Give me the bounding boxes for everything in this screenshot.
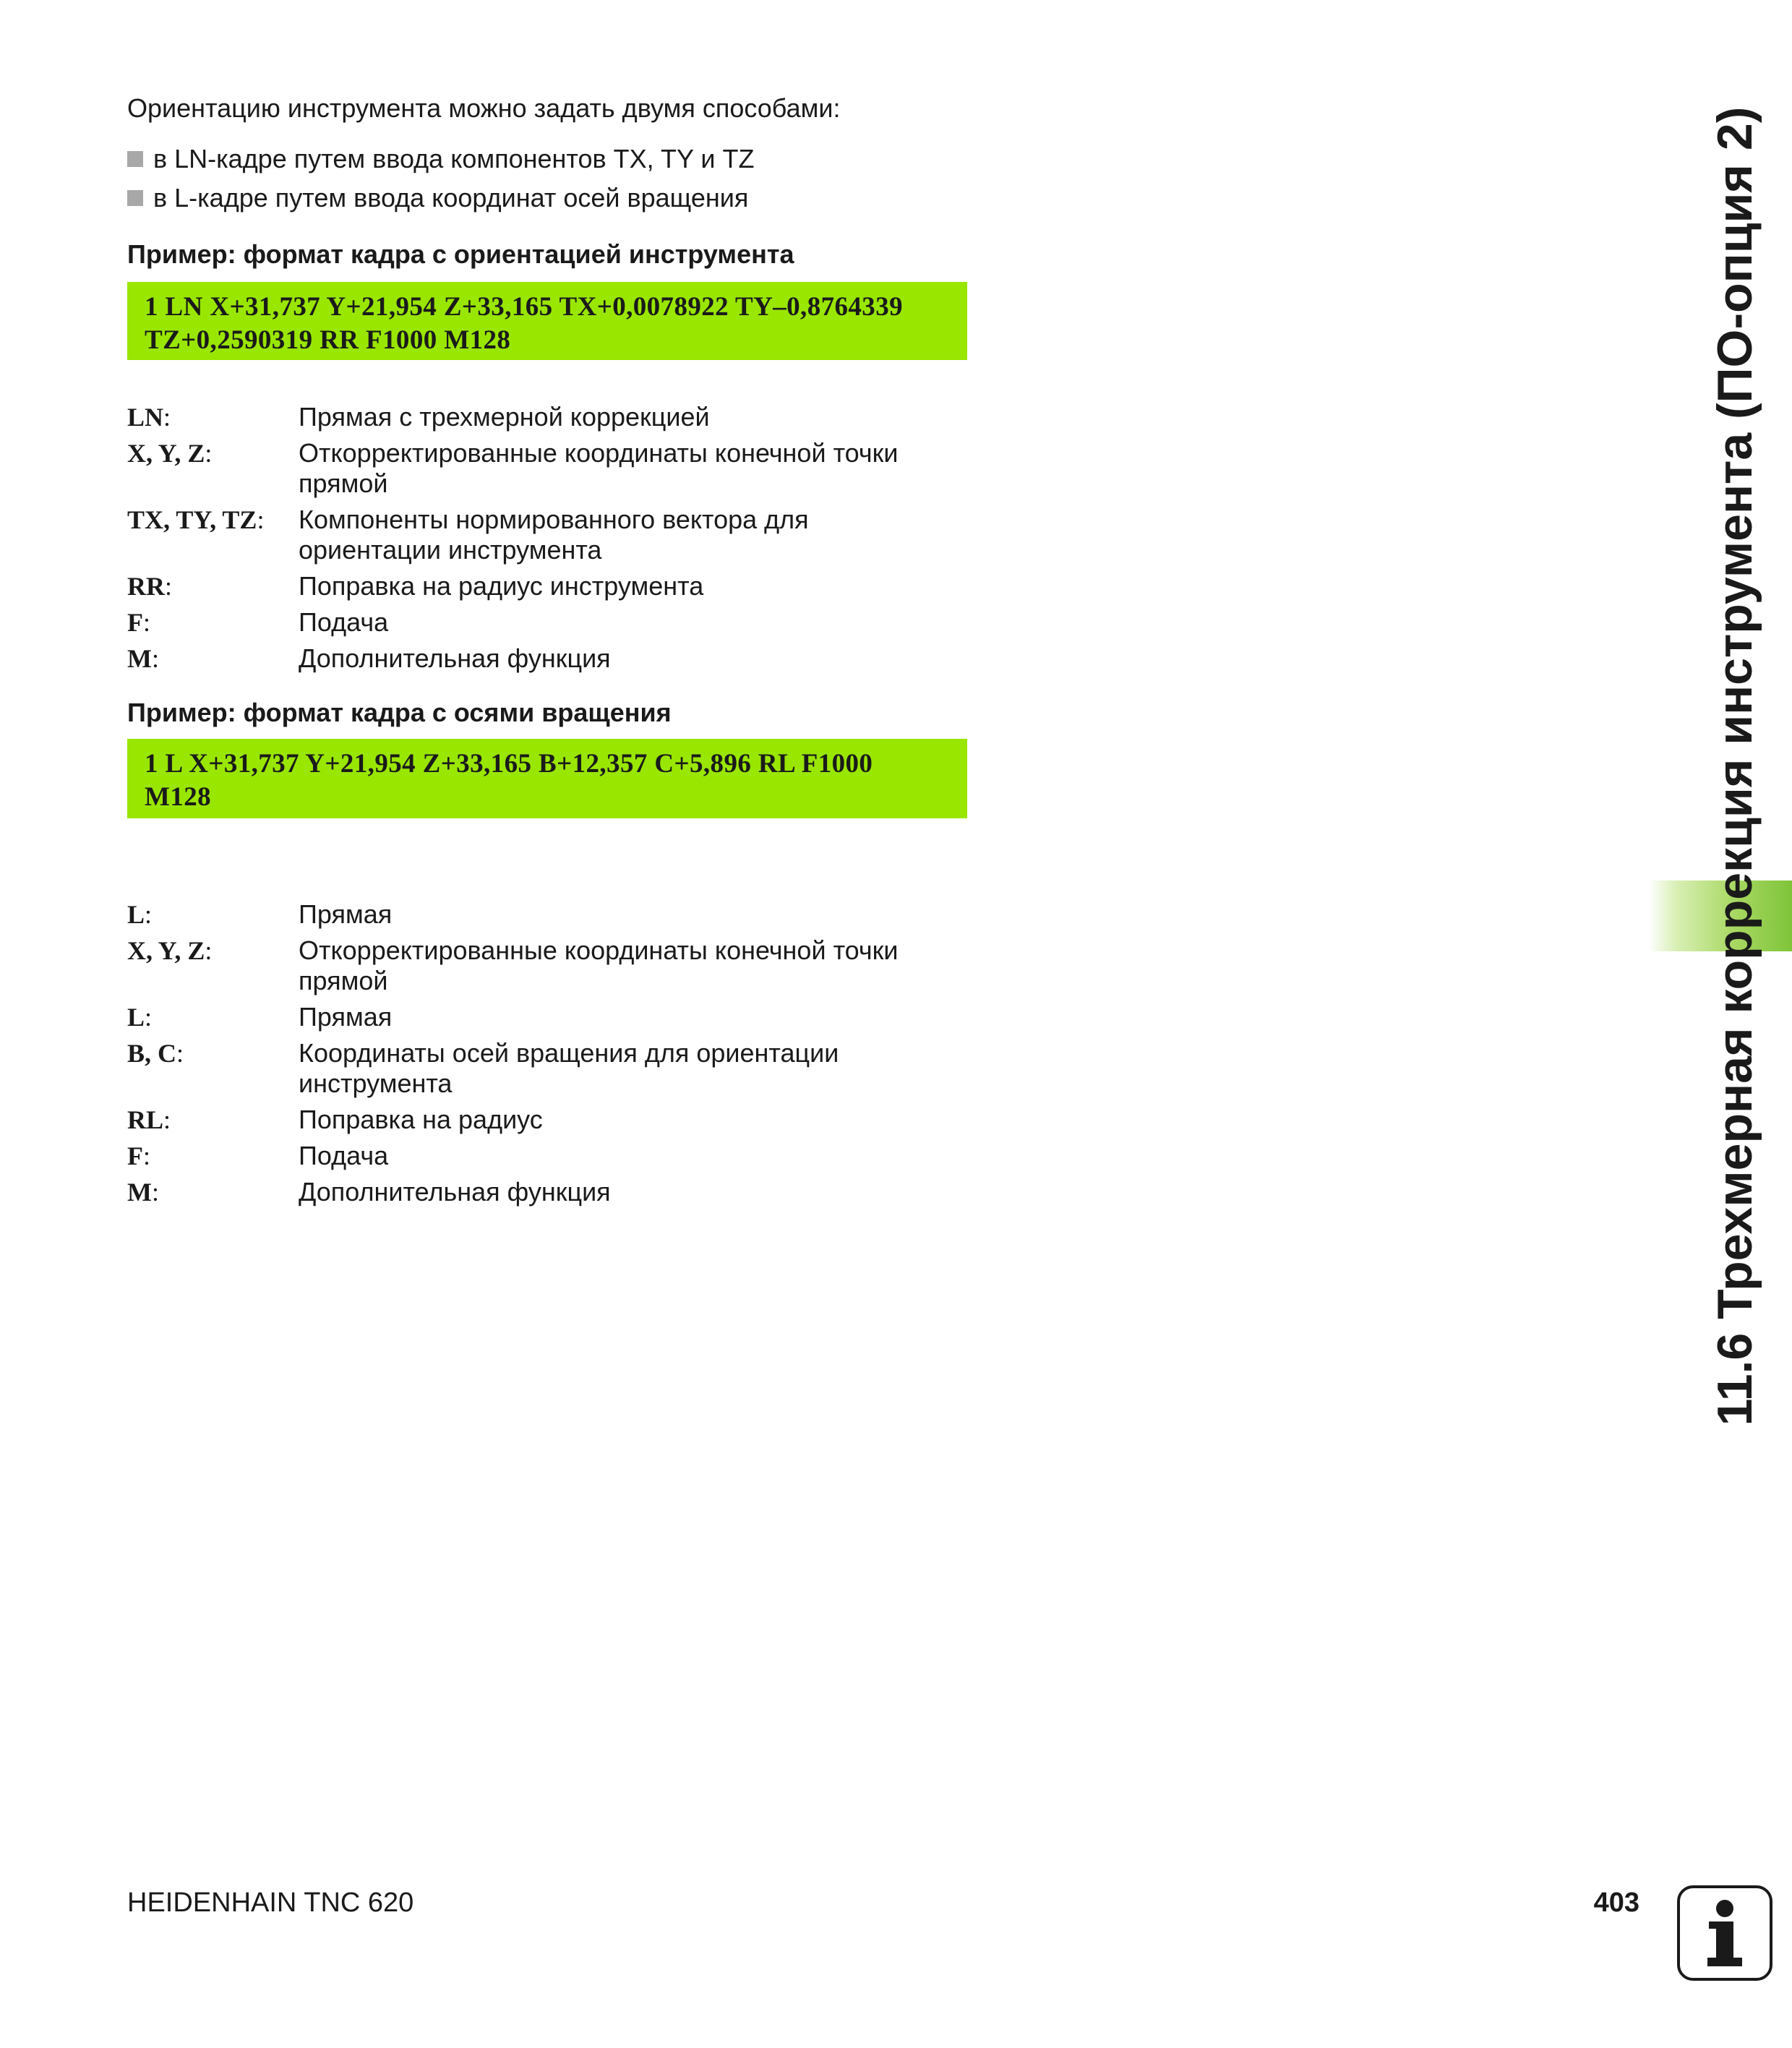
definition-term: F: — [127, 608, 151, 637]
bullet-item — [127, 142, 754, 176]
info-glyph — [1680, 1888, 1770, 1978]
definition-row — [127, 402, 980, 432]
definition-desc: Компоненты нормированного вектора для ориентации инструмента — [299, 505, 809, 565]
info-icon — [1677, 1885, 1772, 1981]
definition-term: M: — [127, 1178, 159, 1207]
definition-desc: Откорректированные координаты конечной точки прямой — [299, 935, 899, 995]
bullet-text: в L-кадре путем ввода координат осей вращения — [153, 183, 749, 213]
definition-term: L: — [127, 900, 153, 929]
bullet-text: в LN-кадре путем ввода компонентов TX, TY и TZ — [153, 144, 755, 173]
definition-list — [127, 899, 980, 1213]
definition-list — [127, 402, 980, 680]
definition-desc: Откорректированные координаты конечной точки прямой — [299, 438, 899, 498]
definition-row — [127, 1141, 980, 1171]
example-heading: Пример: формат кадра с ориентацией инструмента — [127, 239, 794, 269]
definition-term: B, C: — [127, 1039, 184, 1068]
definition-row — [127, 935, 980, 996]
definition-row — [127, 899, 980, 930]
definition-term: X, Y, Z: — [127, 439, 213, 468]
definition-row — [127, 571, 980, 601]
code-line: 1 L X+31,737 Y+21,954 Z+33,165 B+12,357 C+5,896 RL F1000 — [145, 749, 873, 779]
definition-term: LN: — [127, 403, 171, 432]
definition-row — [127, 643, 980, 674]
bullet-item — [127, 181, 748, 215]
definition-term: RL: — [127, 1105, 171, 1134]
definition-desc: Подача — [299, 607, 389, 637]
footer-product-name: HEIDENHAIN TNC 620 — [127, 1888, 414, 1918]
definition-desc: Поправка на радиус — [299, 1105, 543, 1134]
definition-term: L: — [127, 1003, 153, 1032]
code-block — [127, 282, 967, 360]
bullet-square-icon — [127, 190, 143, 206]
definition-term: TX, TY, TZ: — [127, 505, 265, 534]
page-number: 403 — [1593, 1888, 1639, 1918]
code-line: 1 LN X+31,737 Y+21,954 Z+33,165 TX+0,0078922 TY–0,8764339 — [145, 292, 903, 322]
definition-term: F: — [127, 1141, 151, 1170]
definition-desc: Подача — [299, 1141, 389, 1170]
code-line: M128 — [145, 782, 212, 812]
definition-row — [127, 438, 980, 499]
example-heading: Пример: формат кадра с осями вращения — [127, 698, 672, 727]
definition-row — [127, 607, 980, 638]
definition-row — [127, 1038, 980, 1099]
definition-desc: Прямая с трехмерной коррекцией — [299, 402, 710, 432]
chapter-side-title: 11.6 Трехмерная коррекция инструмента (ПО-опция 2) — [1707, 106, 1762, 1426]
definition-desc: Прямая — [299, 899, 393, 929]
definition-row — [127, 1002, 980, 1032]
intro-text: Ориентацию инструмента можно задать двумя способами: — [127, 93, 841, 123]
definition-row — [127, 1105, 980, 1135]
code-line: TZ+0,2590319 RR F1000 M128 — [145, 325, 511, 355]
definition-term: M: — [127, 644, 159, 673]
definition-desc: Координаты осей вращения для ориентации инструмента — [299, 1038, 839, 1098]
definition-desc: Дополнительная функция — [299, 643, 611, 673]
definition-row — [127, 505, 980, 565]
definition-desc: Поправка на радиус инструмента — [299, 571, 704, 601]
definition-desc: Прямая — [299, 1002, 393, 1032]
definition-term: RR: — [127, 572, 173, 601]
definition-desc: Дополнительная функция — [299, 1177, 611, 1207]
definition-row — [127, 1177, 980, 1207]
code-block — [127, 739, 967, 818]
definition-term: X, Y, Z: — [127, 936, 213, 965]
bullet-square-icon — [127, 151, 143, 167]
